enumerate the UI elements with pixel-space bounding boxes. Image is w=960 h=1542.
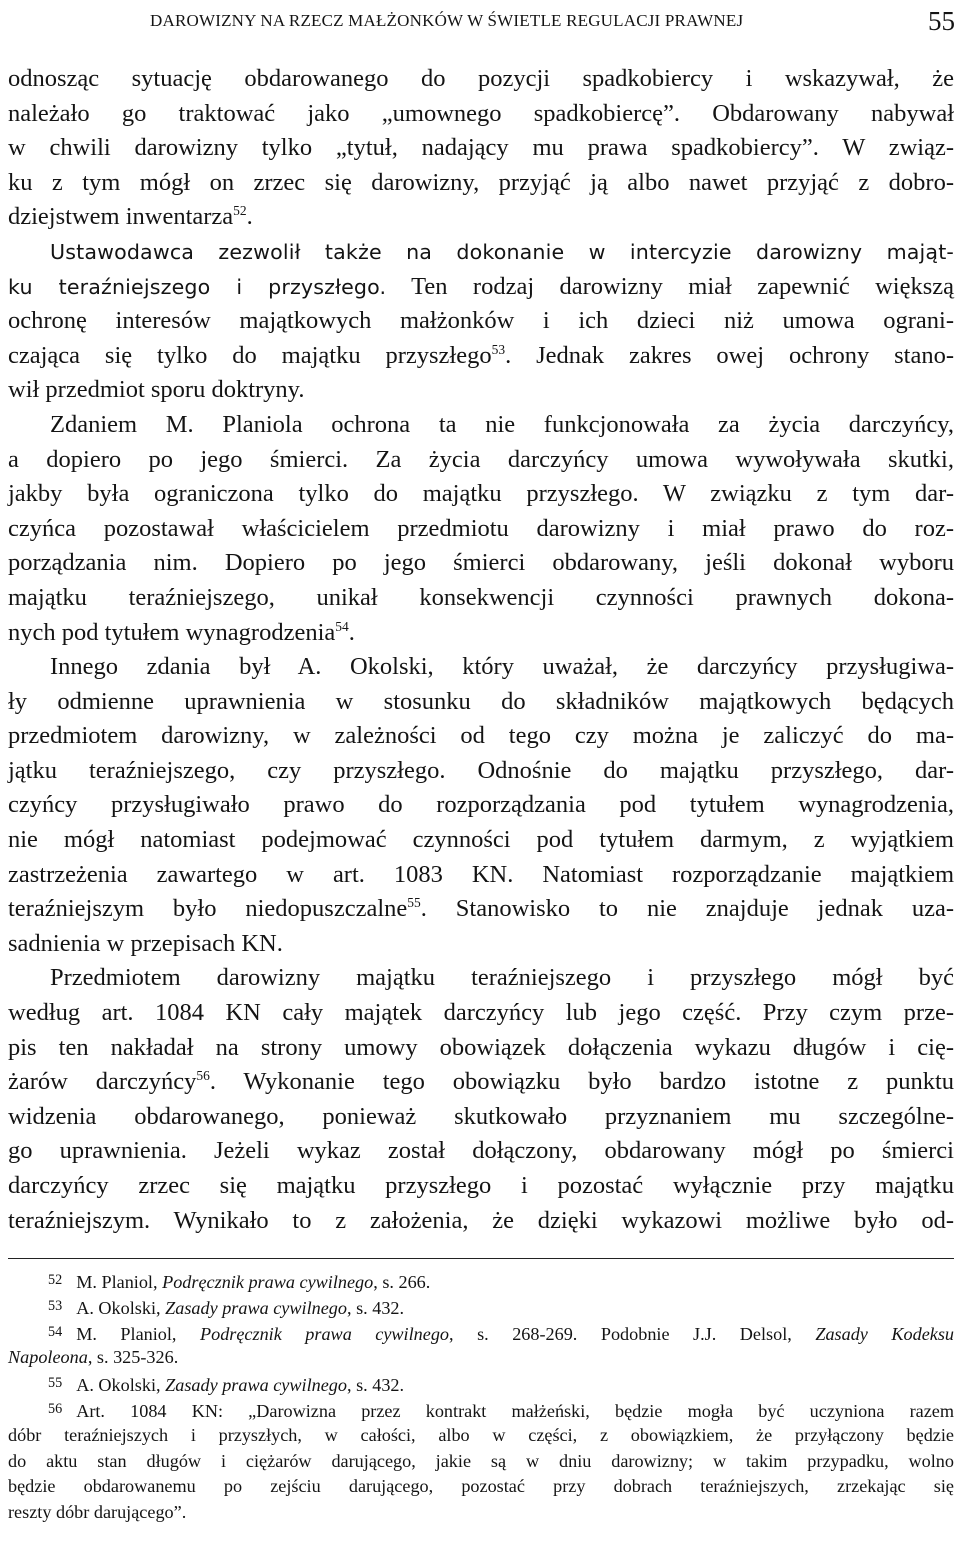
- body-line: [8, 616, 954, 651]
- footnote-number: 53: [48, 1297, 63, 1314]
- body-text-run: .: [246, 203, 253, 231]
- running-head: DAROWIZNY NA RZECZ MAŁŻONKÓW W ŚWIETLE REGULACJI PRAWNEJ: [150, 11, 744, 30]
- body-text-run: żarów darczyńcy: [8, 1068, 197, 1096]
- footnote-56-line: będzie obdarowanemu po zejściu darującego, pozostać przy dobrach teraźniejszych, zrzekając się: [8, 1476, 954, 1497]
- footnote-54-cont: [8, 1345, 954, 1371]
- footnote-title: Napoleona: [8, 1347, 88, 1368]
- body-text-run: ku teraźniejszego i przyszłego.: [8, 274, 387, 299]
- body-text-run: . Wykonanie tego obowiązku było bardzo istotne z punktu: [209, 1068, 954, 1096]
- body-line: pis ten nakładał na strony umowy obowiązek dołączenia wykazu długów i cię-: [8, 1033, 954, 1061]
- body-text-run: nych pod tytułem wynagrodzenia: [8, 618, 336, 646]
- footnote-text: , s. 432.: [346, 1375, 405, 1396]
- footnote-text: , s. 432.: [346, 1297, 405, 1318]
- footnote-text: A. Okolski,: [76, 1375, 166, 1396]
- body-line: Ustawodawca zezwolił także na dokonanie w intercyzie darowizny mająt-: [50, 239, 954, 264]
- footnote-text: , s. 268-269. Podobnie J.J. Delsol,: [449, 1323, 816, 1344]
- page-header: [150, 6, 955, 34]
- footnote-56-line: reszty dóbr darującego”.: [8, 1502, 187, 1523]
- footnote-ref-54[interactable]: 54: [335, 618, 349, 634]
- body-text-run: .: [348, 618, 355, 646]
- body-line: przedmiotem darowizny, w zależności od tego czy można je zaliczyć do ma-: [8, 722, 954, 750]
- page-number: 55: [928, 6, 955, 36]
- body-text-run: . Stanowisko to nie znajduje jednak uza-: [420, 895, 954, 923]
- footnote-text: Art. 1084 KN: „Darowizna przez kontrakt małżeński, będzie mogła być uczyniona razem: [76, 1400, 954, 1421]
- body-line: ły odmienne uprawnienia w stosunku do składników majątkowych będących: [8, 687, 954, 715]
- body-line: [8, 339, 954, 374]
- footnote-separator: [8, 1258, 954, 1259]
- body-line: widzenia obdarowanego, ponieważ skutkowało przyznaniem mu szczególne-: [8, 1102, 954, 1130]
- footnote-number: 56: [48, 1400, 63, 1417]
- footnotes: [8, 1268, 954, 1526]
- footnote-title: Podręcznik prawa cywilnego: [199, 1323, 450, 1344]
- body-line: wił przedmiot sporu doktryny.: [8, 376, 305, 404]
- footnote-56: [8, 1397, 954, 1423]
- body-line: [8, 1065, 954, 1100]
- body-line: w chwili darowizny tylko „tytuł, nadający mu prawa spadkobiercy”. W związ-: [8, 134, 954, 162]
- body-line: a dopiero po jego śmierci. Za życia darczyńcy umowa wywoływała skutki,: [8, 445, 954, 473]
- footnote-number: 54: [48, 1323, 63, 1340]
- footnote-text: M. Planiol,: [76, 1323, 200, 1344]
- footnote-53: [8, 1294, 954, 1320]
- body-line: [8, 270, 954, 305]
- footnote-56-line: do aktu stan długów i ciężarów darującego, jakie są w dniu darowizny; w takim przypadku, wolno: [8, 1450, 954, 1471]
- footnote-text: A. Okolski,: [76, 1297, 166, 1318]
- body-text-run: teraźniejszym było niedopuszczalne: [8, 895, 408, 923]
- footnote-56-line: dóbr teraźniejszych i przyszłych, w całości, albo w części, z obowiązkiem, że przyłączony będzie: [8, 1424, 954, 1445]
- footnote-title: Zasady prawa cywilnego: [165, 1375, 347, 1396]
- body-text-run: Ten rodzaj darowizny miał zapewnić większą: [386, 272, 954, 300]
- body-line: teraźniejszym. Wynikało to z założenia, że dzięki wykazowi możliwe było od-: [8, 1206, 954, 1234]
- body-line: [8, 892, 954, 927]
- body-line: sadnienia w przepisach KN.: [8, 929, 283, 957]
- body-text-run: czająca się tylko do majątku przyszłego: [8, 341, 492, 369]
- footnote-ref-55[interactable]: 55: [407, 895, 421, 911]
- footnote-number: 52: [48, 1272, 63, 1288]
- body-line: według art. 1084 KN cały majątek darczyńcy lub jego część. Przy czym prze-: [8, 999, 954, 1027]
- body-line: ochronę interesów majątkowych małżonków i ich dzieci niż umowa ograni-: [8, 307, 954, 335]
- body-line: jątku teraźniejszego, czy przyszłego. Odnośnie do majątku przyszłego, dar-: [8, 756, 954, 784]
- footnote-title: Podręcznik prawa cywilnego: [162, 1272, 374, 1292]
- footnote-text: , s. 325-326.: [87, 1347, 179, 1368]
- footnote-title: Zasady prawa cywilnego: [165, 1297, 347, 1318]
- body-line: majątku teraźniejszego, unikał konsekwencji czynności prawnych dokona-: [8, 583, 954, 611]
- footnote-ref-53[interactable]: 53: [491, 341, 506, 357]
- footnote-number: 55: [48, 1375, 63, 1392]
- body-line: czyńcy przysługiwało prawo do rozporządzania pod tytułem wynagrodzenia,: [8, 791, 954, 819]
- body-line: go uprawnienia. Jeżeli wykaz został dołączony, obdarowany mógł po śmierci: [8, 1137, 954, 1165]
- body-line: czyńca pozostawał właścicielem przedmiotu darowizny i miał prawo do roz-: [8, 514, 954, 542]
- footnote-ref-52[interactable]: 52: [233, 203, 247, 219]
- footnote-55: [8, 1371, 954, 1397]
- footnote-52: [8, 1268, 954, 1294]
- body-text: [8, 62, 954, 1238]
- body-line: jakby była ograniczona tylko do majątku przyszłego. W związku z tym dar-: [8, 480, 954, 508]
- footnote-ref-56[interactable]: 56: [196, 1068, 210, 1084]
- body-text-run: dziejstwem inwentarza: [8, 203, 234, 231]
- body-line: porządzania nim. Dopiero po jego śmierci obdarowany, jeśli dokonał wyboru: [8, 549, 954, 577]
- body-line: Innego zdania był A. Okolski, który uważał, że darczyńcy przysługiwa-: [50, 653, 954, 681]
- body-line: Przedmiotem darowizny majątku teraźniejszego i przyszłego mógł być: [50, 964, 954, 992]
- footnote-text: , s. 266.: [373, 1272, 431, 1292]
- body-line: Zdaniem M. Planiola ochrona ta nie funkcjonowała za życia darczyńcy,: [50, 410, 954, 438]
- body-line: darczyńcy zrzec się majątku przyszłego i pozostać wyłącznie przy majątku: [8, 1172, 954, 1199]
- body-text-run: . Jednak zakres owej ochrony stano-: [505, 341, 954, 369]
- footnote-text: M. Planiol,: [76, 1272, 163, 1292]
- body-line: odnosząc sytuację obdarowanego do pozycji spadkobiercy i wskazywał, że: [8, 65, 954, 92]
- body-line: [8, 200, 954, 235]
- footnote-title: Zasady Kodeksu: [815, 1323, 955, 1344]
- body-line: należało go traktować jako „umownego spadkobiercę”. Obdarowany nabywał: [8, 99, 954, 127]
- body-line: zastrzeżenia zawartego w art. 1083 KN. Natomiast rozporządzanie majątkiem: [8, 860, 954, 888]
- body-line: nie mógł natomiast podejmować czynności pod tytułem darmym, z wyjątkiem: [8, 826, 954, 854]
- body-line: ku z tym mógł on zrzec się darowizny, przyjąć ją albo nawet przyjąć z dobro-: [8, 168, 954, 196]
- footnote-54: [8, 1320, 954, 1346]
